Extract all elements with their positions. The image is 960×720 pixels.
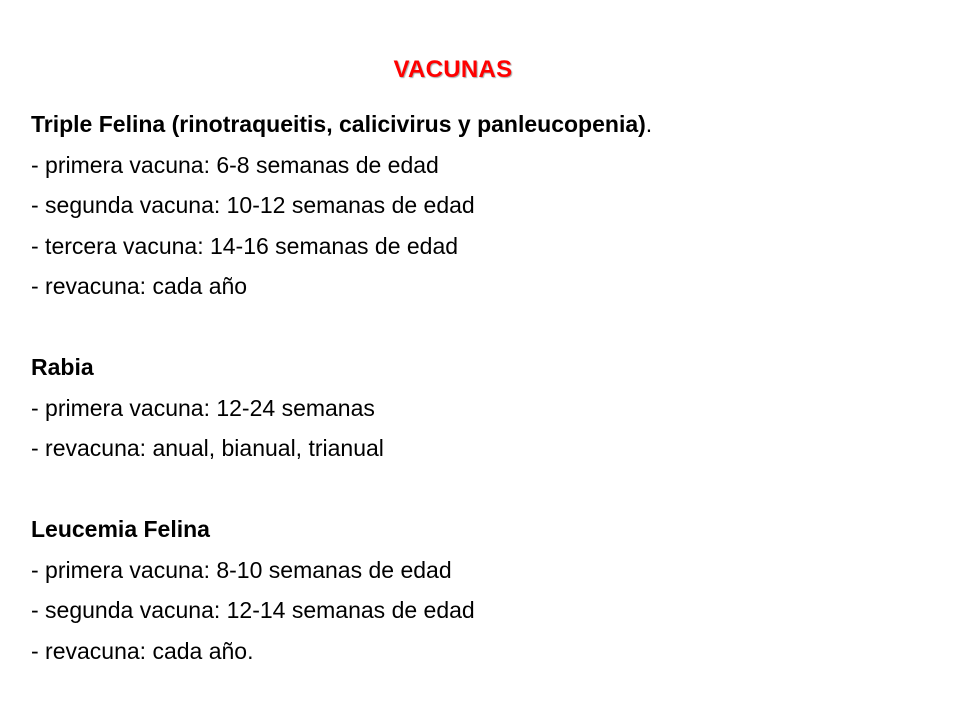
- list-item: - revacuna: cada año.: [31, 637, 254, 664]
- list-item: - revacuna: cada año: [31, 273, 248, 299]
- heading-text: Triple Felina (rinotraqueitis, calicivirus y panleucopenia): [31, 111, 646, 137]
- section-leucemia-felina: [31, 509, 931, 671]
- list-item: - primera vacuna: 8-10 semanas de edad: [31, 556, 452, 583]
- heading-suffix: .: [645, 111, 653, 137]
- section-heading: Leucemia Felina: [31, 516, 210, 542]
- list-item: - segunda vacuna: 10-12 semanas de edad: [31, 192, 475, 218]
- list-item: - primera vacuna: 12-24 semanas: [31, 394, 375, 421]
- section-triple-felina: [31, 104, 931, 307]
- list-item: - segunda vacuna: 12-14 semanas de edad: [31, 597, 475, 623]
- section-rabia: [31, 347, 931, 469]
- section-spacer: [31, 469, 931, 510]
- list-item: - tercera vacuna: 14-16 semanas de edad: [31, 232, 459, 259]
- list-item: - primera vacuna: 6-8 semanas de edad: [31, 151, 439, 178]
- page-title: VACUNAS: [393, 56, 513, 83]
- vaccine-schedule: [31, 104, 931, 671]
- section-heading: Rabia: [31, 354, 94, 380]
- section-spacer: [31, 307, 931, 348]
- section-heading: [31, 104, 931, 145]
- list-item: - revacuna: anual, bianual, trianual: [31, 435, 384, 461]
